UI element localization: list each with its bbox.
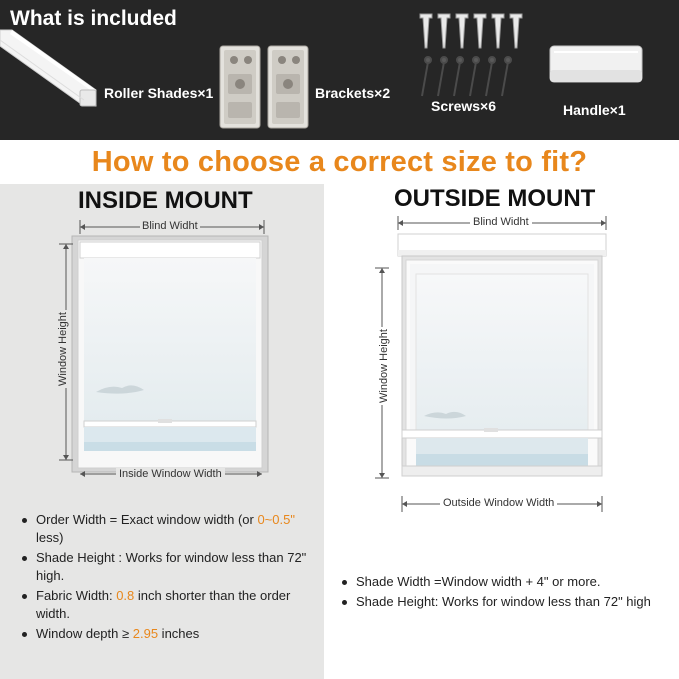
outside-bullet-shade-width: Shade Width =Window width + 4" or more. [342, 573, 676, 591]
inside-bullet-window-depth: Window depth ≥ 2.95 inches [22, 625, 312, 643]
brackets-label: Brackets×2 [315, 85, 391, 101]
inside-window-height-label: Window Height [57, 312, 69, 386]
outside-mount-title: OUTSIDE MOUNT [394, 185, 596, 212]
inside-bullets [22, 511, 312, 645]
outside-window-width-label: Outside Window Width [440, 497, 557, 509]
headline: How to choose a correct size to fit? [91, 146, 588, 178]
screws-image [414, 12, 524, 98]
screws-label: Screws×6 [431, 98, 496, 114]
roller-shade-image [0, 28, 100, 128]
roller-shades-label: Roller Shades×1 [104, 85, 214, 101]
inside-window-width-label: Inside Window Width [116, 468, 225, 480]
included-title: What is included [10, 7, 177, 30]
outside-bullet-shade-height: Shade Height: Works for window less than 72" high [342, 593, 676, 611]
outside-blind-width-label: Blind Widht [470, 216, 532, 228]
handle-label: Handle×1 [563, 102, 626, 118]
inside-blind-width-label: Blind Widht [142, 220, 198, 232]
brackets-image [218, 44, 310, 130]
inside-bullet-fabric-width: Fabric Width: 0.8 inch shorter than the order width. [22, 587, 312, 623]
outside-mount-diagram [372, 212, 612, 522]
outside-window-height-label: Window Height [378, 329, 390, 403]
inside-bullet-order-width: Order Width = Exact window width (or 0~0.5" less) [22, 511, 312, 547]
included-bar [0, 0, 679, 140]
handle-image [548, 40, 644, 90]
outside-bullets [342, 573, 676, 613]
inside-mount-diagram [50, 214, 280, 484]
inside-bullet-shade-height: Shade Height : Works for window less than 72" high. [22, 549, 312, 585]
inside-mount-title: INSIDE MOUNT [78, 187, 253, 214]
